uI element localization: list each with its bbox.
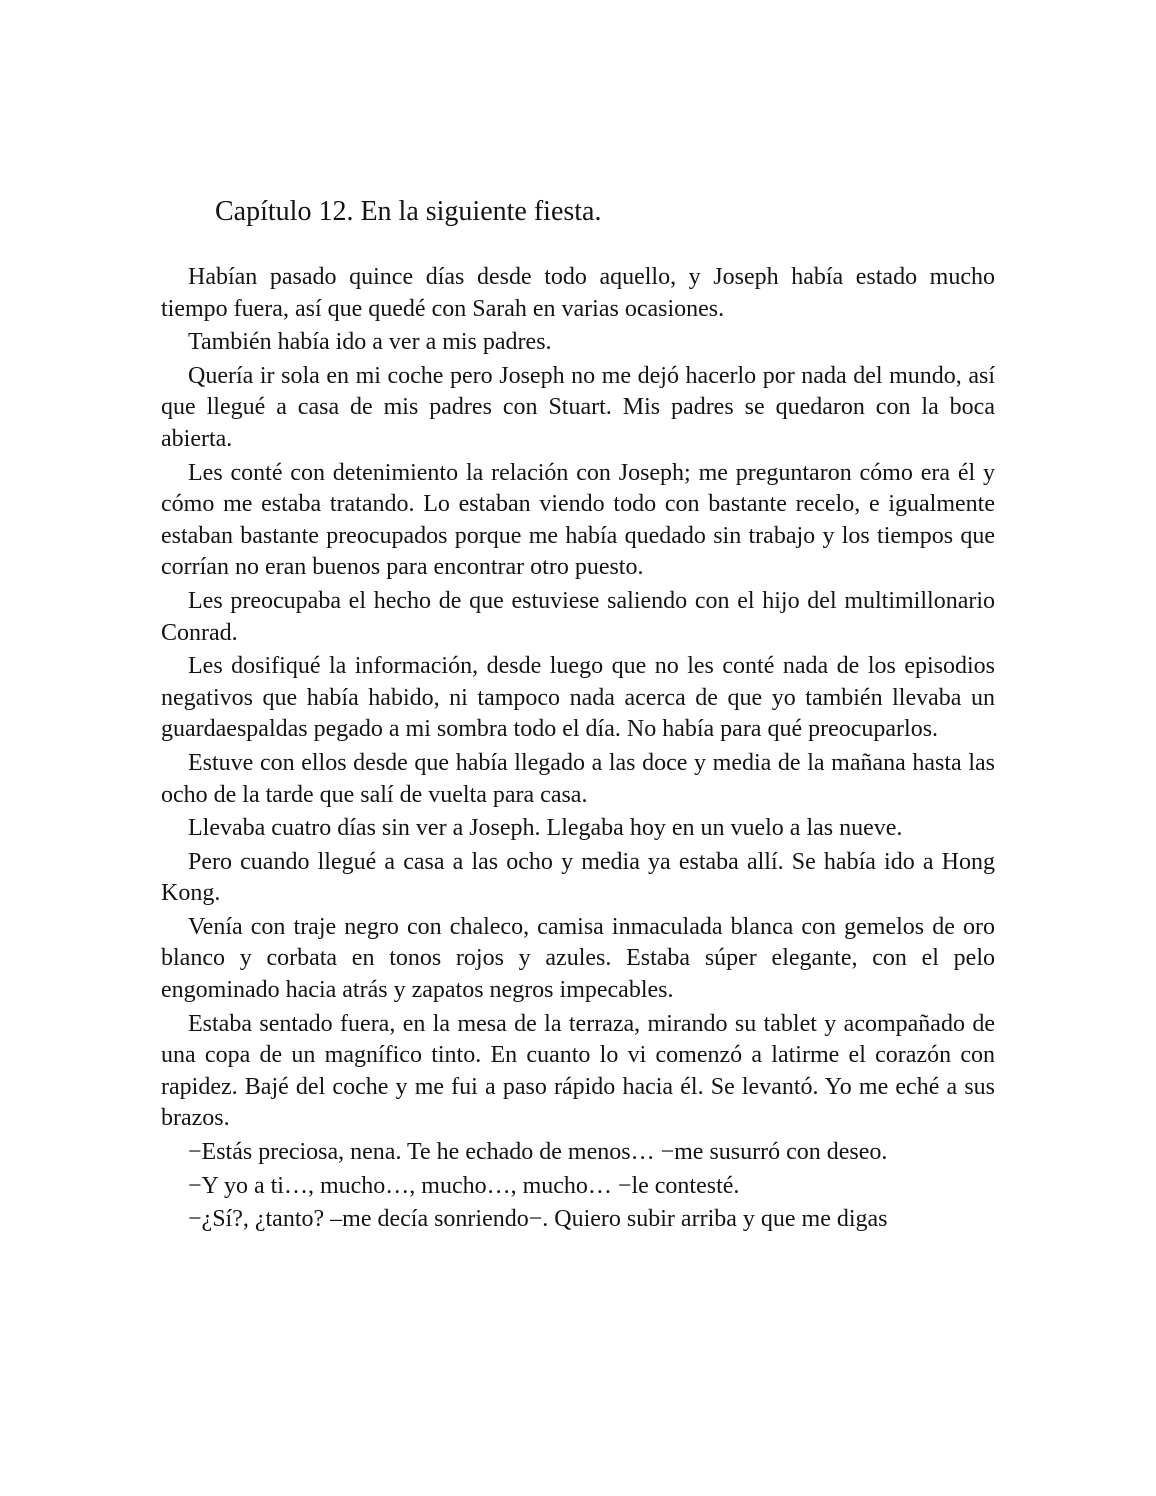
dialogue-line: −Estás preciosa, nena. Te he echado de menos… −me susurró con deseo. bbox=[188, 1139, 888, 1166]
dialogue-line: −¿Sí?, ¿tanto? –me decía sonriendo−. Quiero subir arriba y que me digas bbox=[188, 1206, 888, 1233]
chapter-body bbox=[161, 262, 995, 1238]
paragraph: Les preocupaba el hecho de que estuviese saliendo con el hijo del multimillonario Conrad. bbox=[161, 587, 995, 646]
paragraph: Estaba sentado fuera, en la mesa de la terraza, mirando su tablet y acompañado de una copa de un magnífico tinto. En cuanto lo vi comenzó a latirme el corazón con rapidez. Bajé del coche y me fui a paso rápido hacia él. Se levantó. Yo me eché a sus brazos. bbox=[161, 1010, 995, 1132]
paragraph: Estuve con ellos desde que había llegado a las doce y media de la mañana hasta las ocho de la tarde que salí de vuelta para casa. bbox=[161, 749, 995, 808]
paragraph: Pero cuando llegué a casa a las ocho y media ya estaba allí. Se había ido a Hong Kong. bbox=[161, 848, 995, 907]
paragraph: Habían pasado quince días desde todo aquello, y Joseph había estado mucho tiempo fuera, así que quedé con Sarah en varias ocasiones. bbox=[161, 264, 995, 322]
paragraph: Llevaba cuatro días sin ver a Joseph. Llegaba hoy en un vuelo a las nueve. bbox=[188, 815, 903, 842]
paragraph: Les conté con detenimiento la relación con Joseph; me preguntaron cómo era él y cómo me estaba tratando. Lo estaban viendo todo con bastante recelo, e igualmente estaban bastante preocupados porque me había quedado sin trabajo y los tiempos que corrían no eran buenos para encontrar otro puesto. bbox=[161, 459, 995, 581]
paragraph: Les dosifiqué la información, desde luego que no les conté nada de los episodios negativos que había habido, ni tampoco nada acerca de que yo también llevaba un guardaespaldas pegado a mi sombra todo el día. No había para qué preocuparlos. bbox=[161, 653, 995, 743]
paragraph: Venía con traje negro con chaleco, camisa inmaculada blanca con gemelos de oro blanco y corbata en tonos rojos y azules. Estaba súper elegante, con el pelo engominado hacia atrás y zapatos negros impecables. bbox=[161, 913, 995, 1004]
dialogue-line: −Y yo a ti…, mucho…, mucho…, mucho… −le contesté. bbox=[188, 1172, 740, 1199]
paragraph: También había ido a ver a mis padres. bbox=[188, 329, 552, 356]
chapter-title: Capítulo 12. En la siguiente fiesta. bbox=[215, 196, 602, 227]
paragraph: Quería ir sola en mi coche pero Joseph no me dejó hacerlo por nada del mundo, así que llegué a casa de mis padres con Stuart. Mis padres se quedaron con la boca abierta. bbox=[161, 362, 995, 452]
